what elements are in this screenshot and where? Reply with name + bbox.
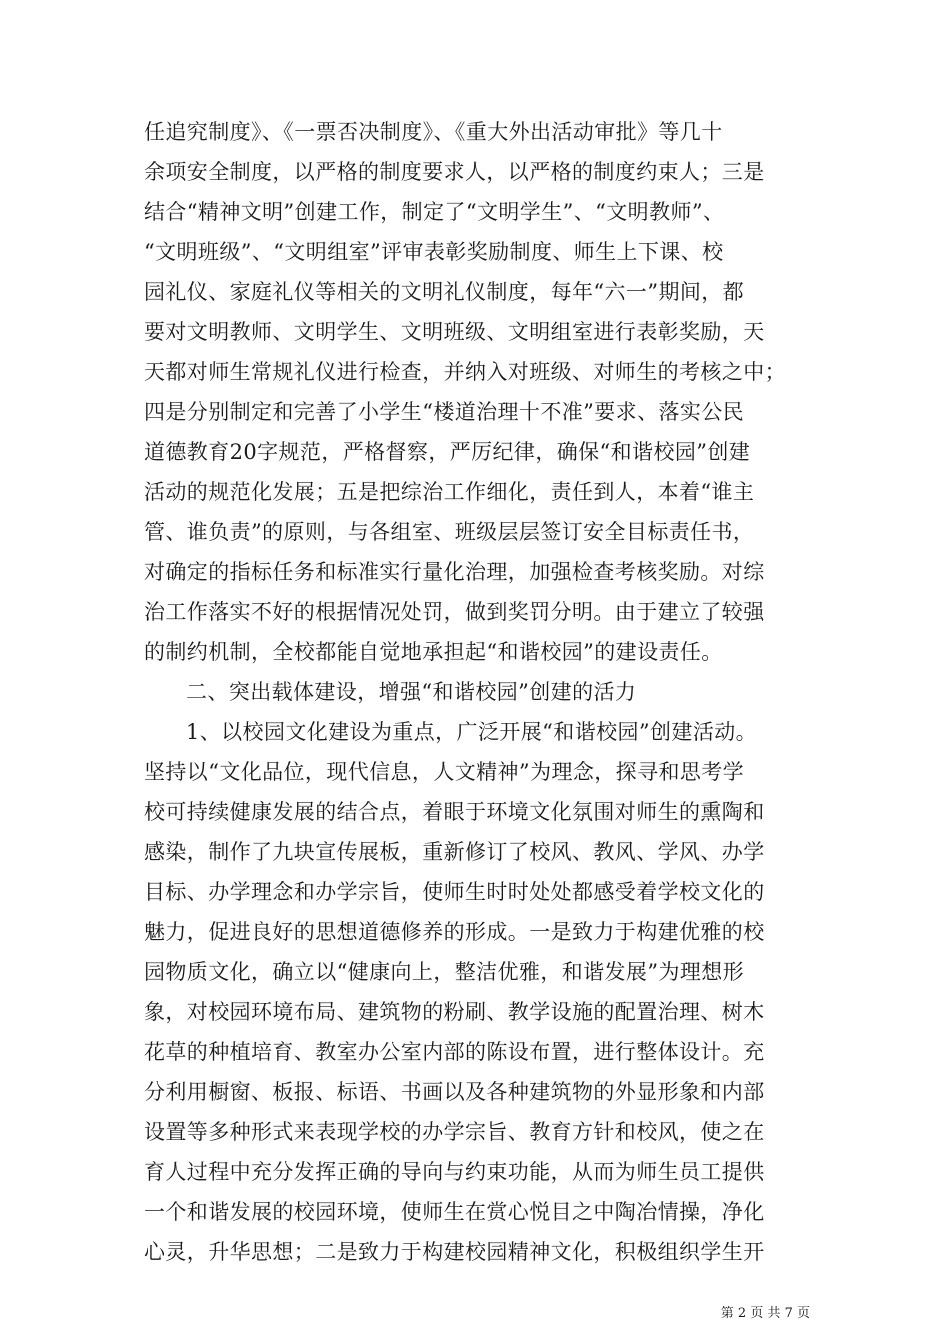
text-line: 天都对师生常规礼仪进行检查，并纳入对班级、对师生的考核之中； bbox=[144, 360, 786, 384]
text-line: 象，对校园环境布局、建筑物的粉刷、教学设施的配置治理、树木 bbox=[144, 1000, 765, 1024]
text-line: 四是分别制定和完善了小学生“楼道治理十不准”要求、落实公民 bbox=[144, 400, 745, 424]
text-line: 对确定的指标任务和标准实行量化治理，加强检查考核奖励。对综 bbox=[144, 560, 765, 584]
text-line: 花草的种植培育、教室办公室内部的陈设布置，进行整体设计。充 bbox=[144, 1040, 765, 1064]
text-line: 余项安全制度，以严格的制度要求人，以严格的制度约束人；三是 bbox=[144, 160, 765, 184]
text-line: 分利用橱窗、板报、标语、书画以及各种建筑物的外显形象和内部 bbox=[144, 1080, 765, 1104]
text-line: 活动的规范化发展；五是把综治工作细化，责任到人，本着“谁主 bbox=[144, 480, 755, 504]
text-line: 魅力，促进良好的思想道德修养的形成。一是致力于构建优雅的校 bbox=[144, 920, 765, 944]
text-line: 的制约机制，全校都能自觉地承担起“和谐校园”的建设责任。 bbox=[144, 640, 723, 664]
text-line: 园礼仪、家庭礼仪等相关的文明礼仪制度，每年“六一”期间，都 bbox=[144, 280, 745, 304]
text-line: 道德教育20字规范，严格督察，严厉纪律，确保“和谐校园”创建 bbox=[144, 440, 751, 464]
text-line: 心灵，升华思想；二是致力于构建校园精神文化，积极组织学生开 bbox=[144, 1240, 765, 1264]
text-line: 坚持以“文化品位，现代信息，人文精神”为理念，探寻和思考学 bbox=[144, 760, 745, 784]
text-line: 要对文明教师、文明学生、文明班级、文明组室进行表彰奖励，天 bbox=[144, 320, 765, 344]
text-line: 校可持续健康发展的结合点，着眼于环境文化氛围对师生的熏陶和 bbox=[144, 800, 765, 824]
text-line: 目标、办学理念和办学宗旨，使师生时时处处都感受着学校文化的 bbox=[144, 880, 765, 904]
text-line: 园物质文化，确立以“健康向上，整洁优雅，和谐发展”为理想形 bbox=[144, 960, 745, 984]
text-line: 一个和谐发展的校园环境，使师生在赏心悦目之中陶冶情操，净化 bbox=[144, 1200, 765, 1224]
paragraph-first-line: 1、以校园文化建设为重点，广泛开展“和谐校园”创建活动。 bbox=[186, 720, 758, 744]
text-line: 育人过程中充分发挥正确的导向与约束功能，从而为师生员工提供 bbox=[144, 1160, 765, 1184]
text-line: 结合“精神文明”创建工作，制定了“文明学生”、“文明教师”、 bbox=[144, 200, 725, 224]
section-heading: 二、突出载体建设，增强“和谐校园”创建的活力 bbox=[186, 680, 637, 704]
text-line: 管、谁负责”的原则，与各组室、班级层层签订安全目标责任书， bbox=[144, 520, 755, 544]
text-line: 感染，制作了九块宣传展板，重新修订了校风、教风、学风、办学 bbox=[144, 840, 765, 864]
text-line: 设置等多种形式来表现学校的办学宗旨、教育方针和校风，使之在 bbox=[144, 1120, 765, 1144]
page-number-footer: 第 2 页 共 7 页 bbox=[720, 1306, 810, 1321]
text-line: “文明班级”、“文明组室”评审表彰奖励制度、师生上下课、校 bbox=[144, 240, 724, 264]
text-line: 治工作落实不好的根据情况处罚，做到奖罚分明。由于建立了较强 bbox=[144, 600, 765, 624]
text-line: 任追究制度》、《一票否决制度》、《重大外出活动审批》等几十 bbox=[144, 120, 723, 144]
